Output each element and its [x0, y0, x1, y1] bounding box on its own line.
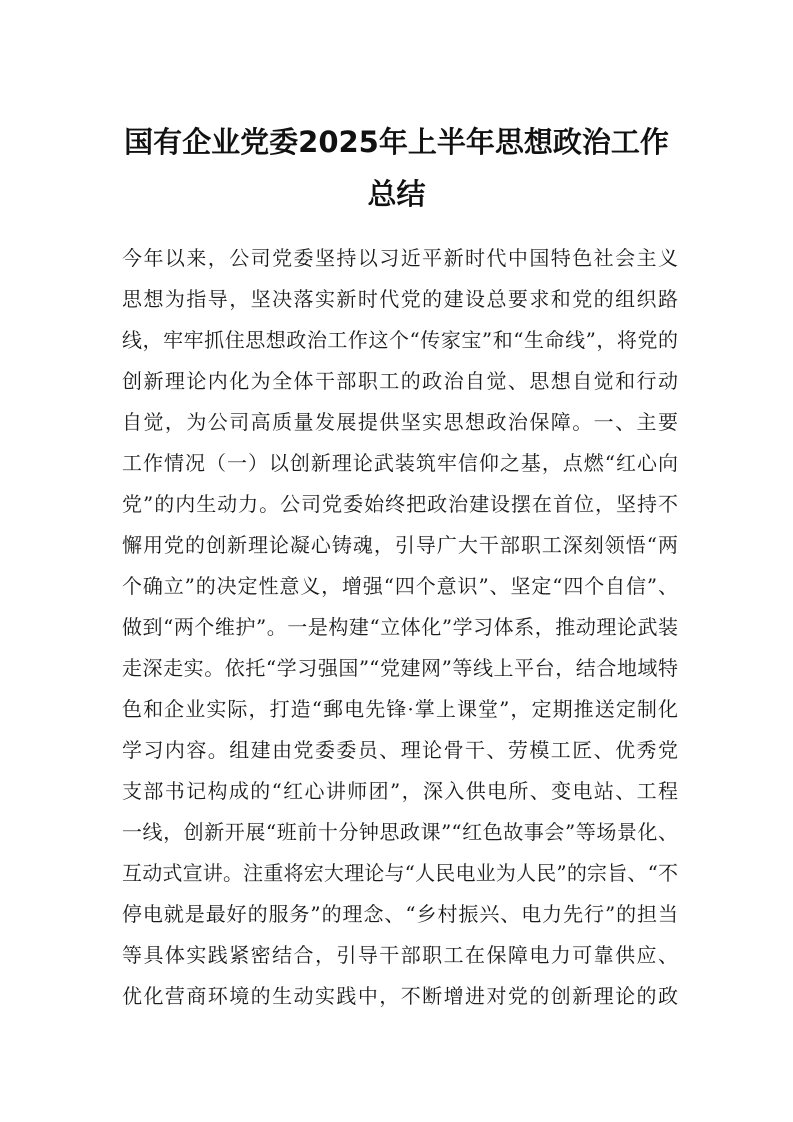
document-title-line-1: 国有企业党委2025年上半年思想政治工作	[124, 125, 669, 159]
body-line: 支部书记构成的“红心讲师团”，深入供电所、变电站、工程	[122, 779, 678, 803]
body-line: 学习内容。组建由党委委员、理论骨干、劳模工匠、优秀党	[122, 738, 678, 762]
body-line: 线，牢牢抓住思想政治工作这个“传家宝”和“生命线”，将党的	[122, 328, 678, 352]
body-line: 互动式宣讲。注重将宏大理论与“人民电业为人民”的宗旨、“不	[122, 861, 678, 885]
body-line: 工作情况（一）以创新理论武装筑牢信仰之基，点燃“红心向	[122, 451, 678, 475]
body-line: 今年以来，公司党委坚持以习近平新时代中国特色社会主义	[122, 246, 678, 270]
document-title-line-2: 总结	[367, 177, 426, 211]
document-body	[122, 238, 678, 1017]
body-line: 创新理论内化为全体干部职工的政治自觉、思想自觉和行动	[122, 369, 678, 393]
body-line: 个确立”的决定性意义，增强“四个意识”、坚定“四个自信”、	[122, 574, 678, 598]
body-line: 党”的内生动力。公司党委始终把政治建设摆在首位，坚持不	[122, 492, 678, 516]
body-line: 走深走实。依托“学习强国”“党建网”等线上平台，结合地域特	[122, 656, 678, 680]
body-line: 一线，创新开展“班前十分钟思政课”“红色故事会”等场景化、	[122, 820, 678, 844]
body-line: 优化营商环境的生动实践中，不断增进对党的创新理论的政	[122, 984, 678, 1008]
body-line: 思想为指导，坚决落实新时代党的建设总要求和党的组织路	[122, 287, 678, 311]
body-line: 等具体实践紧密结合，引导干部职工在保障电力可靠供应、	[122, 943, 678, 967]
body-line: 懈用党的创新理论凝心铸魂，引导广大干部职工深刻领悟“两	[122, 533, 678, 557]
body-line: 停电就是最好的服务”的理念、“乡村振兴、电力先行”的担当	[122, 902, 678, 926]
body-line: 自觉，为公司高质量发展提供坚实思想政治保障。一、主要	[122, 410, 678, 434]
body-line: 色和企业实际，打造“郵电先锋·掌上课堂”，定期推送定制化	[122, 697, 678, 721]
body-line: 做到“两个维护”。一是构建“立体化”学习体系，推动理论武装	[122, 615, 678, 639]
